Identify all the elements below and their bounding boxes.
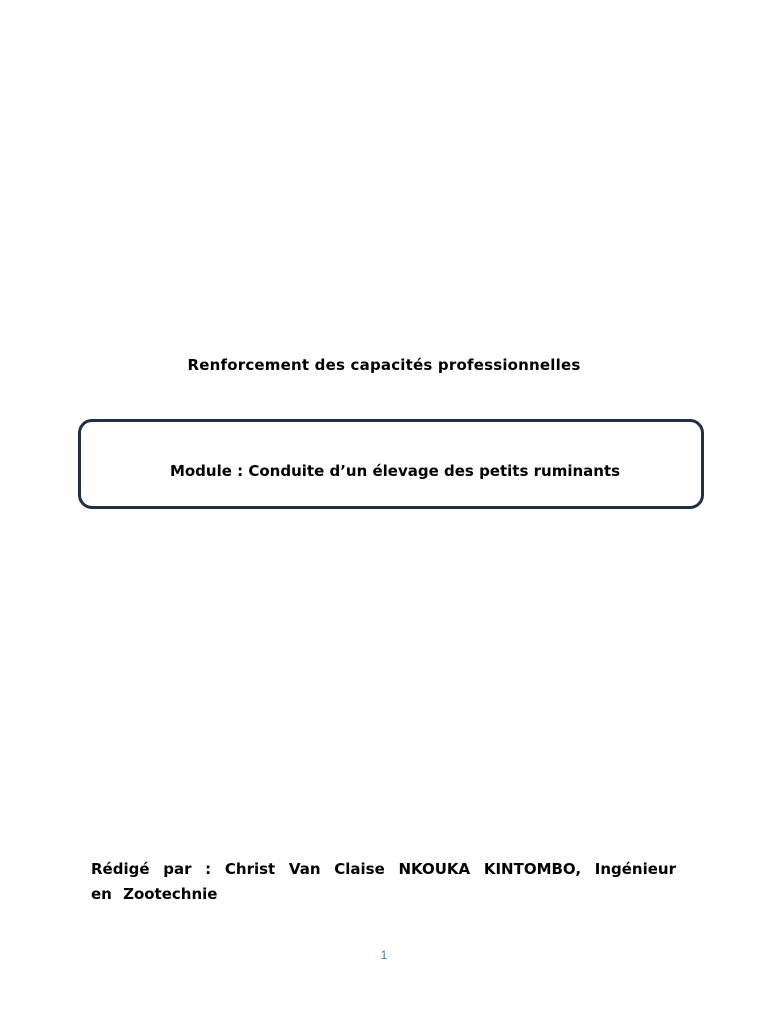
page-number: 1 [380,948,388,962]
document-subtitle: Renforcement des capacités professionnelles [187,356,581,374]
author-credit: Rédigé par : Christ Van Claise NKOUKA KINTOMBO, Ingénieur en Zootechnie [91,860,676,903]
module-title-box [78,419,704,509]
module-title: Module : Conduite d’un élevage des petits ruminants [169,462,621,480]
